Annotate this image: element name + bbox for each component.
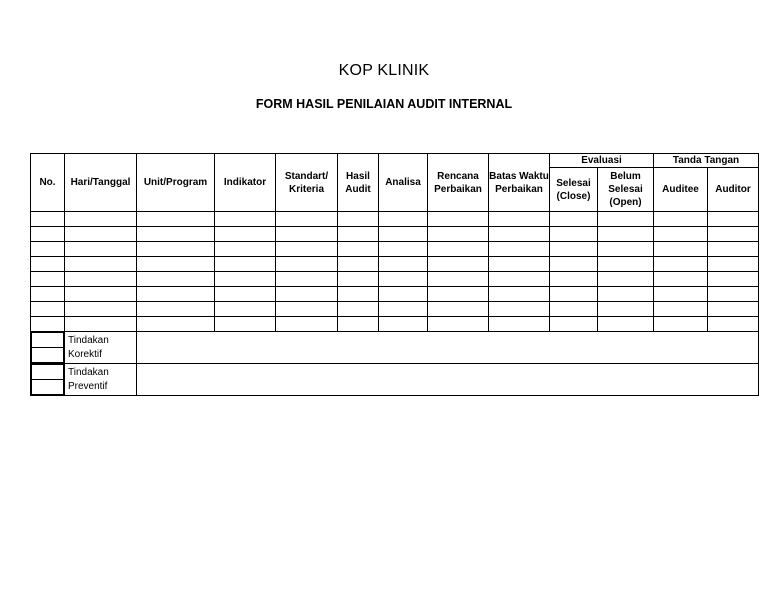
row-tindakan-korektif <box>31 332 759 364</box>
table-row <box>31 242 759 257</box>
preventif-entry-cell[interactable] <box>137 364 759 396</box>
col-header-tanda-tangan: Tanda Tangan <box>654 154 759 168</box>
table-row <box>31 287 759 302</box>
table-row <box>31 272 759 287</box>
form-subtitle: FORM HASIL PENILAIAN AUDIT INTERNAL <box>255 97 513 111</box>
table-row <box>31 317 759 332</box>
col-header-indikator: Indikator <box>215 154 276 212</box>
table-row <box>31 302 759 317</box>
col-header-belum-selesai: Belum Selesai (Open) <box>598 168 654 212</box>
col-header-batas-waktu: Batas Waktu Perbaikan <box>489 154 550 212</box>
label-tindakan-preventif: Tindakan Preventif <box>65 364 137 396</box>
korektif-no-cell <box>31 332 65 364</box>
korektif-entry-cell[interactable] <box>137 332 759 364</box>
audit-table <box>30 153 759 396</box>
col-header-analisa: Analisa <box>379 154 428 212</box>
col-header-standart-kriteria: Standart/ Kriteria <box>276 154 338 212</box>
table-row <box>31 212 759 227</box>
col-header-rencana-perbaikan: Rencana Perbaikan <box>428 154 489 212</box>
col-header-selesai: Selesai (Close) <box>550 168 598 212</box>
page-title: KOP KLINIK <box>338 62 430 79</box>
col-header-hari-tanggal: Hari/Tanggal <box>65 154 137 212</box>
col-header-evaluasi: Evaluasi <box>550 154 654 168</box>
table-row <box>31 257 759 272</box>
row-tindakan-preventif <box>31 364 759 396</box>
label-tindakan-korektif: Tindakan Korektif <box>65 332 137 364</box>
preventif-no-cell <box>31 364 65 396</box>
col-header-auditor: Auditor <box>708 168 759 212</box>
col-header-unit-program: Unit/Program <box>137 154 215 212</box>
table-row <box>31 227 759 242</box>
col-header-auditee: Auditee <box>654 168 708 212</box>
col-header-no: No. <box>31 154 65 212</box>
col-header-hasil-audit: Hasil Audit <box>338 154 379 212</box>
